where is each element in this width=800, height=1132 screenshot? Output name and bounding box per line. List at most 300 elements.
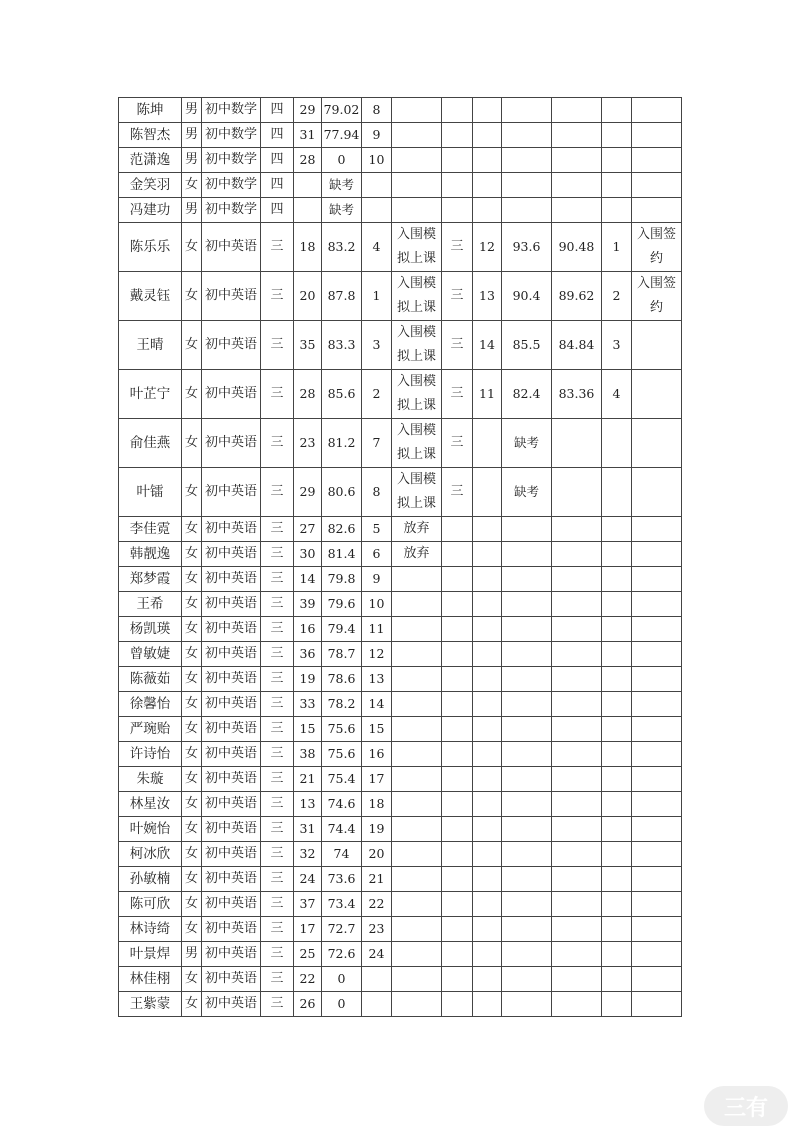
total-score-cell — [552, 967, 602, 992]
rank-cell — [362, 173, 392, 198]
score-cell: 72.7 — [322, 917, 362, 942]
round2-group-cell — [442, 792, 473, 817]
round2-status-cell — [392, 617, 442, 642]
subject-cell: 初中英语 — [202, 917, 261, 942]
result-cell — [632, 742, 682, 767]
group-cell: 四 — [261, 198, 294, 223]
round2-seat-cell — [473, 419, 502, 468]
table-row — [119, 967, 682, 992]
round2-status-cell — [392, 198, 442, 223]
round2-status-cell: 放弃 — [392, 517, 442, 542]
final-rank-cell — [602, 692, 632, 717]
subject-cell: 初中英语 — [202, 223, 261, 272]
name-cell: 叶景焊 — [119, 942, 182, 967]
round2-status-cell: 入围模拟上课 — [392, 468, 442, 517]
gender-cell: 男 — [182, 98, 202, 123]
rank-cell: 15 — [362, 717, 392, 742]
subject-cell: 初中英语 — [202, 767, 261, 792]
rank-cell — [362, 967, 392, 992]
seat-cell: 22 — [294, 967, 322, 992]
round2-score-cell — [502, 817, 552, 842]
score-cell: 78.7 — [322, 642, 362, 667]
round2-status-cell — [392, 123, 442, 148]
subject-cell: 初中英语 — [202, 517, 261, 542]
total-score-cell — [552, 842, 602, 867]
round2-status-cell: 入围模拟上课 — [392, 223, 442, 272]
gender-cell: 女 — [182, 892, 202, 917]
round2-score-cell — [502, 942, 552, 967]
rank-cell: 2 — [362, 370, 392, 419]
round2-seat-cell — [473, 667, 502, 692]
score-cell: 80.6 — [322, 468, 362, 517]
rank-cell: 20 — [362, 842, 392, 867]
gender-cell: 女 — [182, 567, 202, 592]
group-cell: 三 — [261, 692, 294, 717]
round2-seat-cell: 11 — [473, 370, 502, 419]
round2-group-cell — [442, 173, 473, 198]
round2-group-cell — [442, 667, 473, 692]
score-cell: 74.6 — [322, 792, 362, 817]
result-cell — [632, 667, 682, 692]
round2-group-cell — [442, 942, 473, 967]
total-score-cell — [552, 517, 602, 542]
rank-cell: 21 — [362, 867, 392, 892]
round2-score-cell — [502, 892, 552, 917]
round2-group-cell: 三 — [442, 223, 473, 272]
round2-status-cell — [392, 667, 442, 692]
score-cell: 79.8 — [322, 567, 362, 592]
round2-score-cell: 82.4 — [502, 370, 552, 419]
round2-status-cell — [392, 592, 442, 617]
seat-cell: 31 — [294, 817, 322, 842]
round2-score-cell: 85.5 — [502, 321, 552, 370]
round2-seat-cell — [473, 692, 502, 717]
name-cell: 陈可欣 — [119, 892, 182, 917]
result-cell — [632, 542, 682, 567]
subject-cell: 初中英语 — [202, 468, 261, 517]
total-score-cell — [552, 642, 602, 667]
gender-cell: 女 — [182, 223, 202, 272]
round2-seat-cell — [473, 592, 502, 617]
score-cell: 79.6 — [322, 592, 362, 617]
table-row — [119, 817, 682, 842]
rank-cell: 10 — [362, 148, 392, 173]
seat-cell — [294, 173, 322, 198]
rank-cell — [362, 198, 392, 223]
name-cell: 叶镭 — [119, 468, 182, 517]
name-cell: 金笑羽 — [119, 173, 182, 198]
gender-cell: 女 — [182, 370, 202, 419]
result-cell — [632, 767, 682, 792]
round2-status-cell: 放弃 — [392, 542, 442, 567]
watermark-logo: 三有 — [704, 1086, 788, 1126]
name-cell: 俞佳燕 — [119, 419, 182, 468]
table-row — [119, 717, 682, 742]
round2-status-cell: 入围模拟上课 — [392, 321, 442, 370]
group-cell: 三 — [261, 542, 294, 567]
seat-cell: 33 — [294, 692, 322, 717]
final-rank-cell — [602, 123, 632, 148]
round2-score-cell — [502, 842, 552, 867]
round2-score-cell — [502, 692, 552, 717]
round2-score-cell — [502, 767, 552, 792]
round2-seat-cell: 14 — [473, 321, 502, 370]
round2-seat-cell — [473, 717, 502, 742]
round2-group-cell: 三 — [442, 419, 473, 468]
subject-cell: 初中英语 — [202, 567, 261, 592]
group-cell: 三 — [261, 892, 294, 917]
round2-group-cell — [442, 717, 473, 742]
round2-score-cell — [502, 917, 552, 942]
name-cell: 叶婉怡 — [119, 817, 182, 842]
group-cell: 三 — [261, 642, 294, 667]
rank-cell: 9 — [362, 123, 392, 148]
subject-cell: 初中英语 — [202, 892, 261, 917]
final-rank-cell: 4 — [602, 370, 632, 419]
round2-score-cell — [502, 517, 552, 542]
score-cell: 75.4 — [322, 767, 362, 792]
round2-seat-cell: 13 — [473, 272, 502, 321]
table-row — [119, 892, 682, 917]
round2-seat-cell — [473, 468, 502, 517]
rank-cell: 19 — [362, 817, 392, 842]
name-cell: 戴灵钰 — [119, 272, 182, 321]
table-row — [119, 942, 682, 967]
round2-status-cell: 入围模拟上课 — [392, 370, 442, 419]
score-cell: 87.8 — [322, 272, 362, 321]
round2-group-cell — [442, 992, 473, 1017]
result-cell — [632, 98, 682, 123]
round2-status-cell — [392, 692, 442, 717]
total-score-cell — [552, 567, 602, 592]
group-cell: 三 — [261, 370, 294, 419]
final-rank-cell: 3 — [602, 321, 632, 370]
round2-group-cell — [442, 817, 473, 842]
rank-cell: 24 — [362, 942, 392, 967]
table-row — [119, 123, 682, 148]
rank-cell: 4 — [362, 223, 392, 272]
table-row — [119, 992, 682, 1017]
total-score-cell — [552, 592, 602, 617]
gender-cell: 女 — [182, 692, 202, 717]
group-cell: 三 — [261, 667, 294, 692]
round2-score-cell: 90.4 — [502, 272, 552, 321]
group-cell: 三 — [261, 592, 294, 617]
seat-cell: 21 — [294, 767, 322, 792]
gender-cell: 女 — [182, 468, 202, 517]
result-cell — [632, 592, 682, 617]
final-rank-cell — [602, 517, 632, 542]
seat-cell: 37 — [294, 892, 322, 917]
gender-cell: 女 — [182, 842, 202, 867]
score-cell: 73.6 — [322, 867, 362, 892]
result-cell — [632, 717, 682, 742]
rank-cell — [362, 992, 392, 1017]
round2-seat-cell — [473, 792, 502, 817]
round2-seat-cell — [473, 542, 502, 567]
round2-score-cell — [502, 123, 552, 148]
score-cell: 74 — [322, 842, 362, 867]
round2-status-cell — [392, 567, 442, 592]
round2-status-cell — [392, 717, 442, 742]
final-rank-cell — [602, 942, 632, 967]
final-rank-cell — [602, 792, 632, 817]
score-cell: 81.4 — [322, 542, 362, 567]
subject-cell: 初中数学 — [202, 148, 261, 173]
round2-status-cell — [392, 842, 442, 867]
round2-group-cell — [442, 892, 473, 917]
total-score-cell — [552, 198, 602, 223]
round2-score-cell — [502, 717, 552, 742]
final-rank-cell — [602, 867, 632, 892]
final-rank-cell — [602, 617, 632, 642]
round2-group-cell: 三 — [442, 321, 473, 370]
final-rank-cell: 2 — [602, 272, 632, 321]
seat-cell: 38 — [294, 742, 322, 767]
subject-cell: 初中数学 — [202, 98, 261, 123]
round2-seat-cell — [473, 567, 502, 592]
score-cell: 0 — [322, 967, 362, 992]
round2-score-cell — [502, 867, 552, 892]
result-cell — [632, 370, 682, 419]
total-score-cell — [552, 742, 602, 767]
gender-cell: 男 — [182, 123, 202, 148]
score-cell: 缺考 — [322, 173, 362, 198]
result-cell — [632, 992, 682, 1017]
gender-cell: 女 — [182, 517, 202, 542]
final-rank-cell — [602, 542, 632, 567]
final-rank-cell — [602, 592, 632, 617]
round2-seat-cell — [473, 742, 502, 767]
rank-cell: 8 — [362, 468, 392, 517]
score-cell: 72.6 — [322, 942, 362, 967]
name-cell: 严琬贻 — [119, 717, 182, 742]
round2-score-cell — [502, 567, 552, 592]
round2-group-cell — [442, 517, 473, 542]
table-row — [119, 542, 682, 567]
table-row — [119, 867, 682, 892]
subject-cell: 初中英语 — [202, 717, 261, 742]
result-cell — [632, 173, 682, 198]
round2-group-cell — [442, 123, 473, 148]
round2-score-cell — [502, 617, 552, 642]
final-rank-cell — [602, 767, 632, 792]
total-score-cell — [552, 173, 602, 198]
seat-cell: 31 — [294, 123, 322, 148]
round2-score-cell: 缺考 — [502, 468, 552, 517]
name-cell: 孙敏楠 — [119, 867, 182, 892]
gender-cell: 女 — [182, 867, 202, 892]
group-cell: 三 — [261, 419, 294, 468]
seat-cell: 23 — [294, 419, 322, 468]
total-score-cell — [552, 542, 602, 567]
group-cell: 三 — [261, 817, 294, 842]
group-cell: 三 — [261, 967, 294, 992]
subject-cell: 初中英语 — [202, 942, 261, 967]
score-cell: 78.2 — [322, 692, 362, 717]
subject-cell: 初中数学 — [202, 123, 261, 148]
name-cell: 朱璇 — [119, 767, 182, 792]
seat-cell: 16 — [294, 617, 322, 642]
final-rank-cell — [602, 98, 632, 123]
table-row — [119, 223, 682, 272]
round2-status-cell — [392, 817, 442, 842]
round2-seat-cell — [473, 642, 502, 667]
score-cell: 83.3 — [322, 321, 362, 370]
round2-group-cell — [442, 148, 473, 173]
gender-cell: 女 — [182, 542, 202, 567]
group-cell: 三 — [261, 992, 294, 1017]
rank-cell: 16 — [362, 742, 392, 767]
total-score-cell — [552, 992, 602, 1017]
subject-cell: 初中英语 — [202, 642, 261, 667]
subject-cell: 初中数学 — [202, 198, 261, 223]
name-cell: 徐馨怡 — [119, 692, 182, 717]
result-cell — [632, 967, 682, 992]
seat-cell: 19 — [294, 667, 322, 692]
score-cell: 73.4 — [322, 892, 362, 917]
gender-cell: 女 — [182, 272, 202, 321]
name-cell: 林星汝 — [119, 792, 182, 817]
gender-cell: 男 — [182, 148, 202, 173]
round2-score-cell — [502, 642, 552, 667]
total-score-cell — [552, 792, 602, 817]
result-cell — [632, 842, 682, 867]
score-cell: 0 — [322, 992, 362, 1017]
round2-seat-cell — [473, 917, 502, 942]
seat-cell: 36 — [294, 642, 322, 667]
subject-cell: 初中英语 — [202, 992, 261, 1017]
subject-cell: 初中英语 — [202, 592, 261, 617]
total-score-cell — [552, 98, 602, 123]
subject-cell: 初中英语 — [202, 370, 261, 419]
round2-seat-cell — [473, 617, 502, 642]
table-row — [119, 468, 682, 517]
round2-group-cell — [442, 98, 473, 123]
gender-cell: 男 — [182, 942, 202, 967]
group-cell: 三 — [261, 917, 294, 942]
rank-cell: 13 — [362, 667, 392, 692]
name-cell: 郑梦霞 — [119, 567, 182, 592]
round2-status-cell: 入围模拟上课 — [392, 272, 442, 321]
round2-status-cell — [392, 917, 442, 942]
name-cell: 李佳霓 — [119, 517, 182, 542]
rank-cell: 5 — [362, 517, 392, 542]
final-rank-cell — [602, 992, 632, 1017]
name-cell: 陈智杰 — [119, 123, 182, 148]
result-cell — [632, 468, 682, 517]
round2-status-cell — [392, 767, 442, 792]
round2-score-cell — [502, 967, 552, 992]
result-cell — [632, 419, 682, 468]
round2-seat-cell — [473, 892, 502, 917]
subject-cell: 初中英语 — [202, 842, 261, 867]
score-cell: 82.6 — [322, 517, 362, 542]
round2-status-cell — [392, 148, 442, 173]
total-score-cell — [552, 692, 602, 717]
group-cell: 三 — [261, 272, 294, 321]
seat-cell: 25 — [294, 942, 322, 967]
name-cell: 韩靓逸 — [119, 542, 182, 567]
final-rank-cell: 1 — [602, 223, 632, 272]
round2-seat-cell — [473, 123, 502, 148]
round2-score-cell: 缺考 — [502, 419, 552, 468]
final-rank-cell — [602, 419, 632, 468]
total-score-cell — [552, 468, 602, 517]
round2-seat-cell — [473, 942, 502, 967]
round2-status-cell — [392, 792, 442, 817]
name-cell: 王希 — [119, 592, 182, 617]
group-cell: 三 — [261, 742, 294, 767]
table-row — [119, 617, 682, 642]
final-rank-cell — [602, 917, 632, 942]
result-cell — [632, 917, 682, 942]
round2-group-cell — [442, 542, 473, 567]
rank-cell: 7 — [362, 419, 392, 468]
round2-status-cell — [392, 867, 442, 892]
round2-seat-cell — [473, 767, 502, 792]
round2-score-cell — [502, 98, 552, 123]
name-cell: 陈乐乐 — [119, 223, 182, 272]
round2-group-cell — [442, 617, 473, 642]
subject-cell: 初中英语 — [202, 419, 261, 468]
total-score-cell: 89.62 — [552, 272, 602, 321]
seat-cell: 29 — [294, 98, 322, 123]
round2-seat-cell — [473, 98, 502, 123]
round2-score-cell — [502, 992, 552, 1017]
gender-cell: 女 — [182, 992, 202, 1017]
round2-score-cell — [502, 542, 552, 567]
subject-cell: 初中英语 — [202, 792, 261, 817]
gender-cell: 女 — [182, 817, 202, 842]
score-cell: 0 — [322, 148, 362, 173]
result-cell — [632, 792, 682, 817]
group-cell: 三 — [261, 717, 294, 742]
name-cell: 王紫蒙 — [119, 992, 182, 1017]
rank-cell: 3 — [362, 321, 392, 370]
round2-seat-cell — [473, 992, 502, 1017]
subject-cell: 初中英语 — [202, 742, 261, 767]
score-cell: 85.6 — [322, 370, 362, 419]
result-cell — [632, 321, 682, 370]
rank-cell: 6 — [362, 542, 392, 567]
gender-cell: 女 — [182, 667, 202, 692]
score-table-body — [119, 98, 682, 1017]
round2-seat-cell — [473, 173, 502, 198]
final-rank-cell — [602, 742, 632, 767]
round2-group-cell — [442, 692, 473, 717]
round2-seat-cell — [473, 842, 502, 867]
final-rank-cell — [602, 967, 632, 992]
group-cell: 四 — [261, 148, 294, 173]
seat-cell: 28 — [294, 148, 322, 173]
rank-cell: 22 — [362, 892, 392, 917]
table-row — [119, 148, 682, 173]
round2-seat-cell — [473, 148, 502, 173]
final-rank-cell — [602, 892, 632, 917]
round2-score-cell — [502, 148, 552, 173]
score-table — [118, 97, 682, 1017]
gender-cell: 女 — [182, 767, 202, 792]
round2-group-cell — [442, 767, 473, 792]
total-score-cell — [552, 123, 602, 148]
table-row — [119, 742, 682, 767]
name-cell: 林诗绮 — [119, 917, 182, 942]
final-rank-cell — [602, 817, 632, 842]
round2-group-cell — [442, 198, 473, 223]
group-cell: 三 — [261, 223, 294, 272]
score-cell: 83.2 — [322, 223, 362, 272]
